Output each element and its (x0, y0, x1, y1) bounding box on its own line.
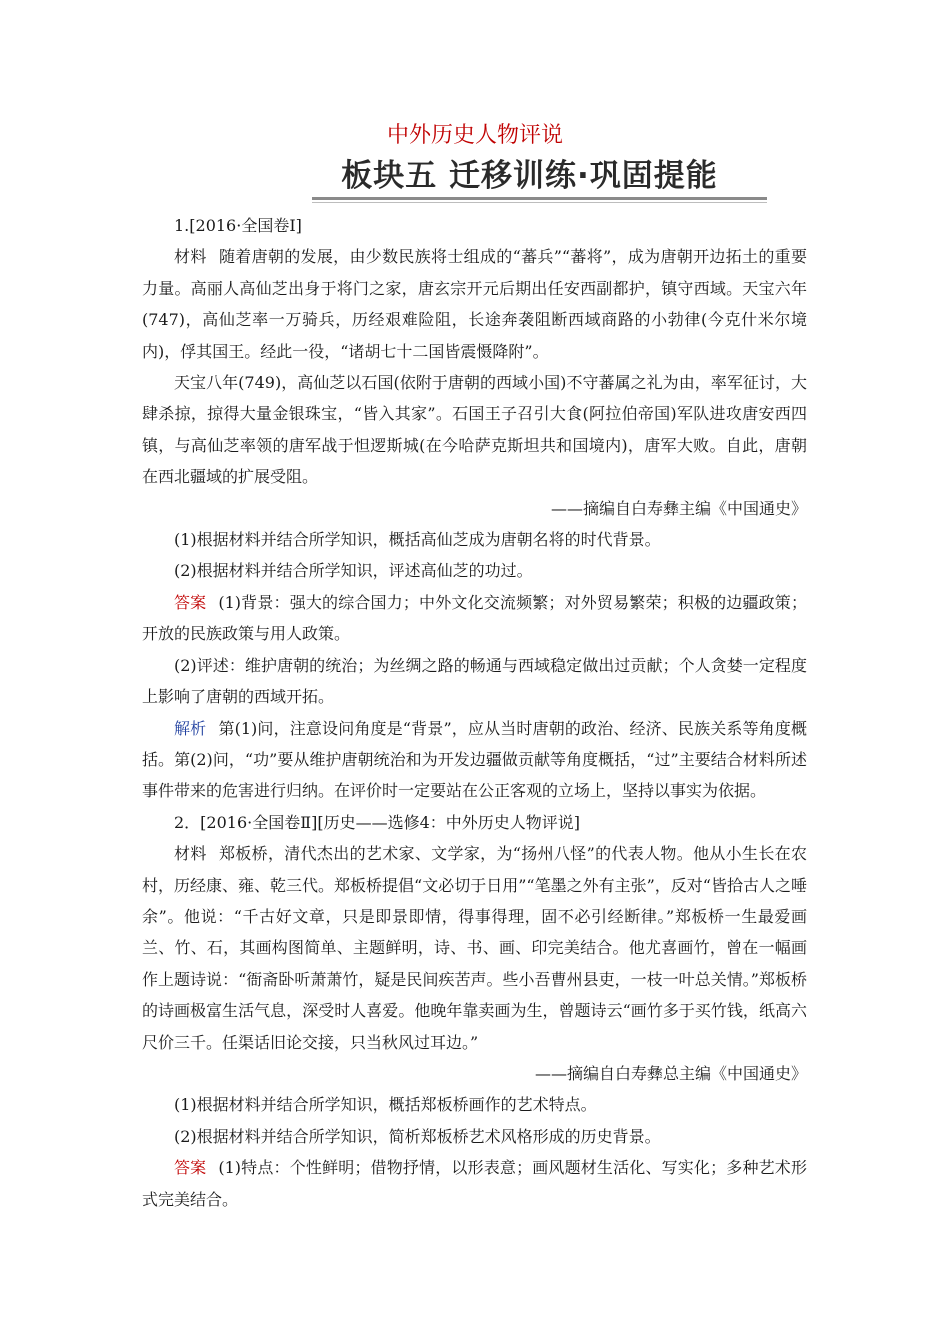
q1-header: 1.[2016·全国卷Ⅰ] (174, 216, 302, 235)
banner-underline-thin (312, 202, 767, 203)
q1-material-label: 材料 (174, 247, 207, 267)
q2-answer-1-text: (1)特点：个性鲜明；借物抒情，以形表意；画风题材生活化、写实化；多种艺术形式完美结合。 (142, 1158, 807, 1209)
section-banner-text: 板块五 迁移训练·巩固提能 (341, 158, 718, 194)
content-body (142, 210, 807, 1215)
q1-subquestion-2: (2)根据材料并结合所学知识，评述高仙芝的功过。 (174, 561, 533, 581)
q1-analysis-label: 解析 (174, 718, 207, 738)
q2-material-label: 材料 (174, 844, 207, 864)
q1-material-text1: 随着唐朝的发展，由少数民族将士组成的“蕃兵”“蕃将”，成为唐朝开边拓土的重要力量。高丽人高仙芝出身于将门之家，唐玄宗开元后期出任安西副都护，镇守西域。天宝六年(747)，高仙芝率一万骑兵，历经艰难险阻，长途奔袭阻断西域商路的小勃律(今克什米尔境内)，俘其国王。经此一役，“诸胡七十二国皆震慑降附”。 (142, 247, 807, 361)
q1-source: ——摘编自白寿彝主编《中国通史》 (550, 498, 807, 518)
q2-header: 2．[2016·全国卷Ⅱ][历史——选修4：中外历史人物评说] (174, 812, 581, 832)
q1-material-para2: 天宝八年(749)，高仙芝以石国(依附于唐朝的西域小国)不守蕃属之礼为由，率军征讨，大肆杀掠，掠得大量金银珠宝，“皆入其家”。石国王子召引大食(阿拉伯帝国)军队进攻唐安西四镇，与高仙芝率领的唐军战于怛逻斯城(在今哈萨克斯坦共和国境内)，唐军大败。自此，唐朝在西北疆域的扩展受阻。 (142, 373, 807, 487)
q2-material-para1 (142, 838, 807, 1058)
q1-material-para1 (142, 241, 807, 367)
q2-subquestion-1: (1)根据材料并结合所学知识，概括郑板桥画作的艺术特点。 (174, 1095, 597, 1115)
q1-answer-1 (142, 587, 807, 650)
q1-answer-2: (2)评述：维护唐朝的统治；为丝绸之路的畅通与西域稳定做出过贡献；个人贪婪一定程度上影响了唐朝的西域开拓。 (142, 655, 807, 707)
q2-answer-label: 答案 (174, 1158, 207, 1178)
q2-answer-1 (142, 1152, 807, 1215)
section-banner (292, 150, 767, 204)
q2-subquestion-2: (2)根据材料并结合所学知识，简析郑板桥艺术风格形成的历史背景。 (174, 1126, 661, 1146)
q1-answer-label: 答案 (174, 592, 207, 612)
q1-analysis (142, 713, 807, 807)
q2-material-text1: 郑板桥，清代杰出的艺术家、文学家，为“扬州八怪”的代表人物。他从小生长在农村，历经康、雍、乾三代。郑板桥提倡“文必切于日用”“笔墨之外有主张”，反对“皆拾古人之唾余”。他说：“千古好文章，只是即景即情，得事得理，固不必引经断律。”郑板桥一生最爱画兰、竹、石，其画构图简单、主题鲜明，诗、书、画、印完美结合。他尤喜画竹，曾在一幅画作上题诗说：“衙斋卧听萧萧竹，疑是民间疾苦声。些小吾曹州县吏，一枝一叶总关情。”郑板桥的诗画极富生活气息，深受时人喜爱。他晚年靠卖画为生，曾题诗云“画竹多于买竹钱，纸高六尺价三千。任渠话旧论交接，只当秋风过耳边。” (142, 844, 807, 1052)
q1-answer-1-text: (1)背景：强大的综合国力；中外文化交流频繁；对外贸易繁荣；积极的边疆政策；开放的民族政策与用人政策。 (142, 592, 807, 644)
q2-source: ——摘编自白寿彝总主编《中国通史》 (534, 1063, 807, 1083)
q1-subquestion-1: (1)根据材料并结合所学知识，概括高仙芝成为唐朝名将的时代背景。 (174, 530, 661, 550)
document-title: 中外历史人物评说 (386, 123, 563, 148)
banner-underline-thick (312, 197, 767, 200)
q1-analysis-text: 第(1)问，注意设问角度是“背景”，应从当时唐朝的政治、经济、民族关系等角度概括。第(2)问，“功”要从维护唐朝统治和为开发边疆做贡献等角度概括，“过”主要结合材料所述事件带来的危害进行归纳。在评价时一定要站在公正客观的立场上，坚持以事实为依据。 (142, 718, 807, 801)
